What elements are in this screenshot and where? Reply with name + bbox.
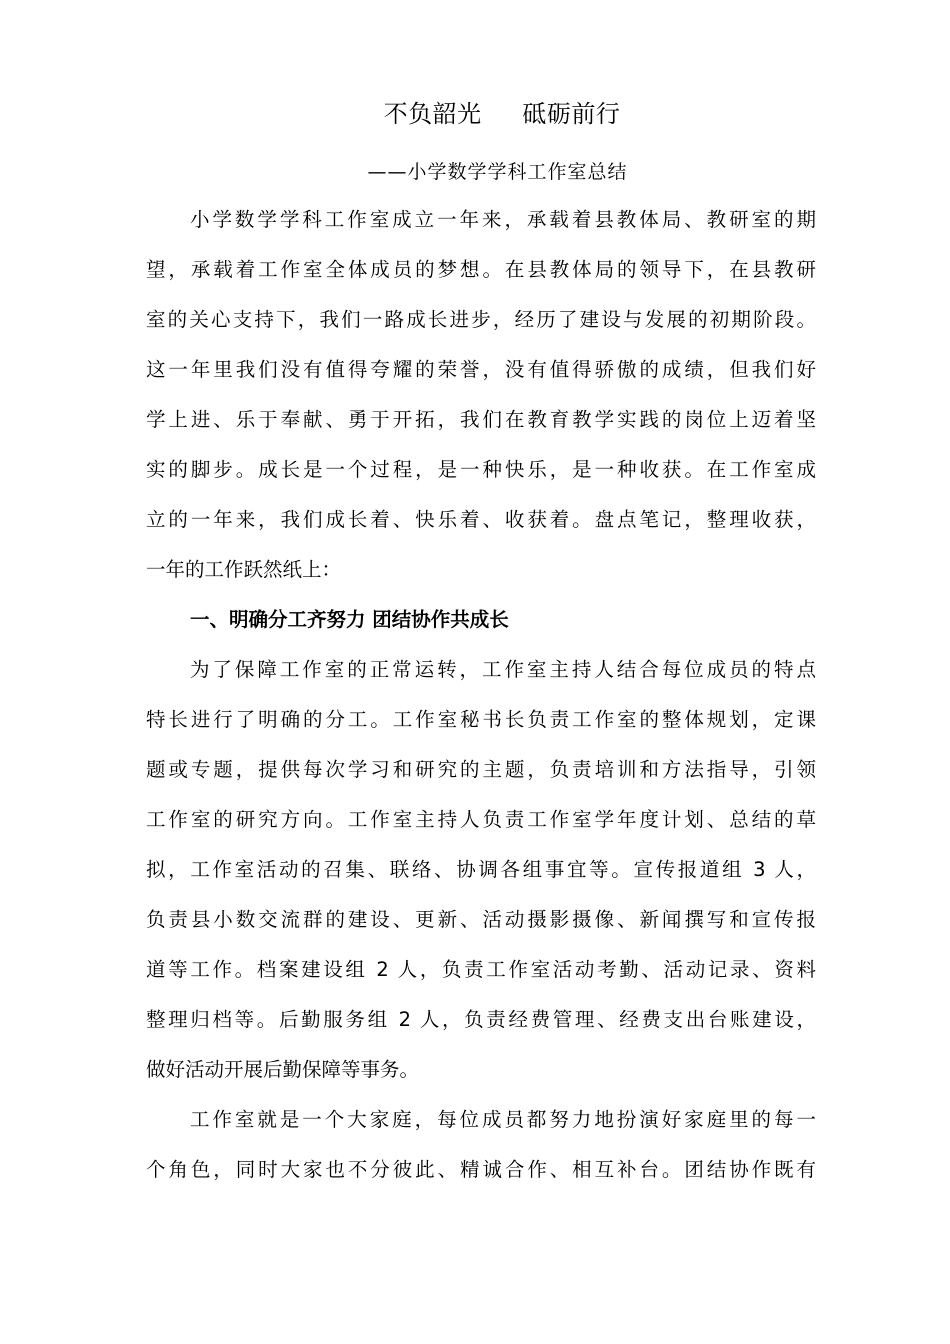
- paragraph-line: 负责县小数交流群的建设、更新、活动摄影摄像、新闻撰写和宣传报: [146, 908, 816, 931]
- paragraph-line: 工作室的研究方向。工作室主持人负责工作室学年度计划、总结的草: [146, 808, 816, 831]
- paragraph-line: 为了保障工作室的正常运转，工作室主持人结合每位成员的特点: [190, 658, 816, 681]
- paragraph-line: 特长进行了明确的分工。工作室秘书长负责工作室的整体规划，定课: [146, 708, 816, 731]
- paragraph-line: 学上进、乐于奉献、勇于开拓，我们在教育教学实践的岗位上迈着坚: [146, 408, 816, 431]
- paragraph-line: 这一年里我们没有值得夸耀的荣誉，没有值得骄傲的成绩，但我们好: [146, 358, 816, 381]
- document-subtitle: ——小学数学学科工作室总结: [367, 161, 628, 183]
- paragraph-line: 立的一年来，我们成长着、快乐着、收获着。盘点笔记，整理收获，: [146, 508, 816, 531]
- paragraph-line: 望，承载着工作室全体成员的梦想。在县教体局的领导下，在县教研: [146, 258, 816, 281]
- paragraph-line: 整理归档等。后勤服务组 2 人，负责经费管理、经费支出台账建设，: [146, 1008, 816, 1031]
- document-title: 不负韶光 砥砺前行: [383, 100, 621, 128]
- paragraph-line: 题或专题，提供每次学习和研究的主题，负责培训和方法指导，引领: [146, 758, 816, 781]
- paragraph-line: 道等工作。档案建设组 2 人，负责工作室活动考勤、活动记录、资料: [146, 958, 816, 981]
- paragraph-line: 做好活动开展后勤保障等事务。: [146, 1058, 420, 1081]
- paragraph-line: 实的脚步。成长是一个过程，是一种快乐，是一种收获。在工作室成: [146, 458, 816, 481]
- paragraph-line: 小学数学学科工作室成立一年来，承载着县教体局、教研室的期: [190, 208, 816, 231]
- paragraph-line: 室的关心支持下，我们一路成长进步，经历了建设与发展的初期阶段。: [146, 308, 816, 331]
- paragraph-line: 工作室就是一个大家庭，每位成员都努力地扮演好家庭里的每一: [190, 1108, 816, 1131]
- paragraph-line: 拟，工作室活动的召集、联络、协调各组事宜等。宣传报道组 3 人，: [146, 858, 816, 881]
- section-heading: 一、明确分工齐努力 团结协作共成长: [190, 608, 509, 631]
- paragraph-line: 一年的工作跃然纸上：: [146, 558, 342, 581]
- paragraph-line: 个角色，同时大家也不分彼此、精诚合作、相互补台。团结协作既有: [146, 1158, 816, 1181]
